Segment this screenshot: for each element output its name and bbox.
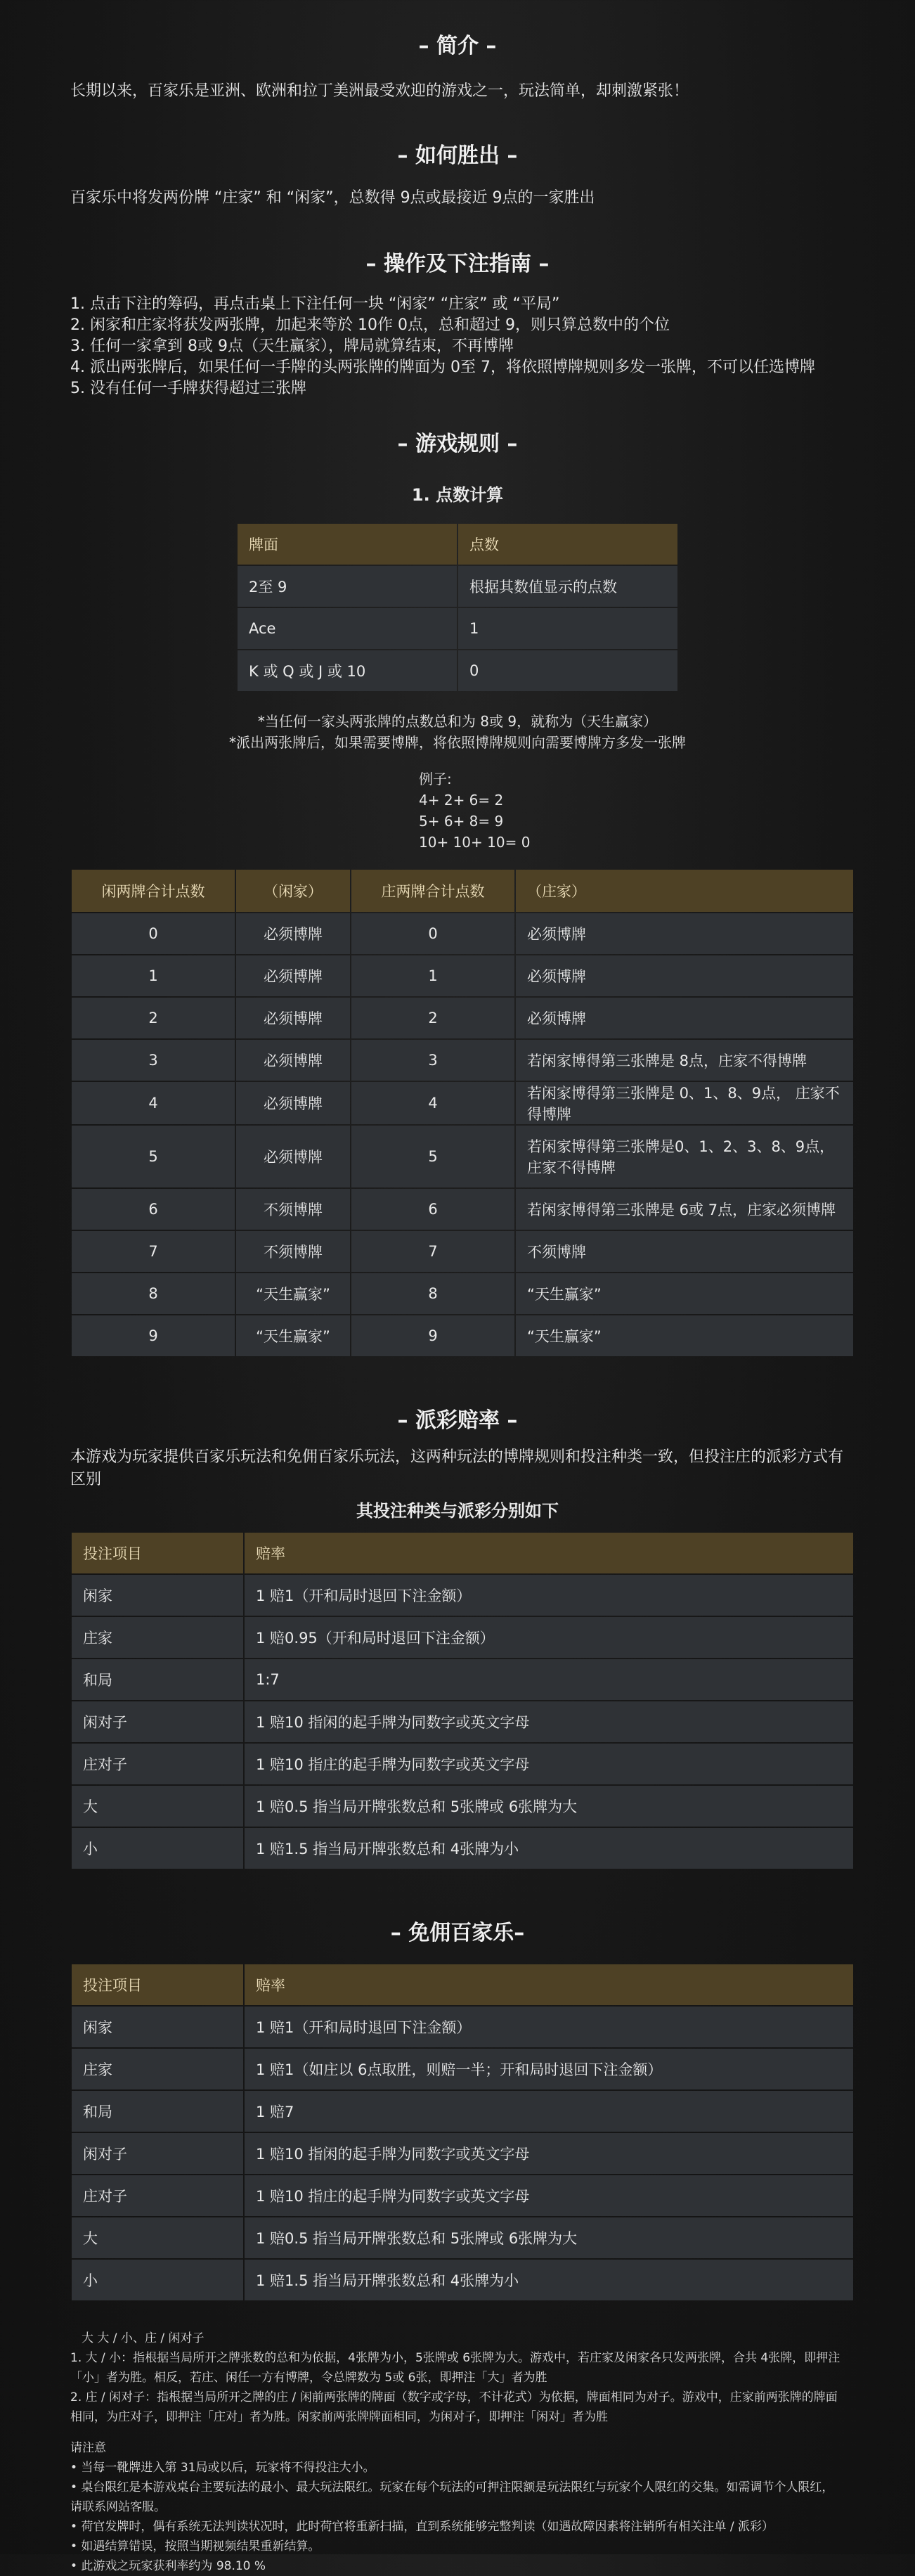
table-header: 赔率	[245, 1533, 853, 1573]
table-cell: Ace	[238, 608, 457, 649]
table-header: 投注项目	[72, 1533, 243, 1573]
payout-table	[70, 1531, 855, 1870]
table-row	[72, 955, 853, 996]
table-cell: “天生赢家”	[516, 1315, 853, 1356]
payout-section	[70, 1403, 845, 1870]
table-cell: 1 赔1.5 指当局开牌张数总和 4张牌为小	[245, 2260, 853, 2300]
table-cell: 0	[351, 913, 514, 954]
table-cell: 6	[351, 1189, 514, 1230]
table-cell: 6	[72, 1189, 235, 1230]
table-cell: 9	[72, 1315, 235, 1356]
table-row	[72, 913, 853, 954]
table-cell: 若闲家博得第三张牌是 6或 7点，庄家必须博牌	[516, 1189, 853, 1230]
points-table	[236, 522, 679, 693]
table-cell: 4	[72, 1082, 235, 1124]
payout-subtitle: 其投注种类与派彩分别如下	[356, 1501, 559, 1521]
table-header: 牌面	[238, 524, 457, 565]
table-cell: 闲对子	[72, 2133, 243, 2174]
nocomm-section	[70, 1915, 845, 2302]
table-row	[72, 1744, 853, 1784]
notice-item: • 当每一靴牌进入第 31局或以后，玩家将不得投注大小。	[70, 2461, 375, 2475]
table-row	[238, 566, 677, 607]
table-cell: 庄对子	[72, 2175, 243, 2216]
guide-title: – 操作及下注指南 –	[365, 252, 550, 276]
table-cell: 5	[72, 1126, 235, 1187]
table-row	[72, 998, 853, 1038]
intro-section	[70, 0, 845, 103]
table-header: （庄家）	[516, 870, 853, 912]
example-line: 10+ 10+ 10= 0	[419, 834, 531, 851]
table-cell: “天生赢家”	[516, 1273, 853, 1314]
footer-heading: 大 大 / 小、庄 / 闲对子	[82, 2331, 205, 2345]
table-cell: 庄家	[72, 2049, 243, 2089]
table-row	[238, 650, 677, 691]
rules-section	[70, 426, 845, 1358]
table-cell: 大	[72, 2217, 243, 2258]
table-cell: 1 赔10 指庄的起手牌为同数字或英文字母	[245, 1744, 853, 1784]
table-row	[72, 2175, 853, 2216]
table-row	[72, 2091, 853, 2132]
footer-line: 2. 庄 / 闲对子：指根据当局所开之牌的庄 / 闲前两张牌的牌面（数字或字母，不计花式）为依据，牌面相同为对子。游戏中，庄家前两张牌的牌面相同，为庄对子，即押注「庄对」者为胜。闲家前两张牌牌面相同，为闲对子，即押注「闲对」者为胜	[70, 2390, 838, 2424]
table-cell: 5	[351, 1126, 514, 1187]
table-cell: 1 赔0.95（开和局时退回下注金额）	[245, 1617, 853, 1658]
table-header: 闲两牌合计点数	[72, 870, 235, 912]
table-cell: 必须博牌	[236, 1040, 350, 1081]
table-cell: 必须博牌	[236, 913, 350, 954]
list-item: 3. 任何一家拿到 8或 9点（天生赢家），牌局就算结束，不再博牌	[70, 337, 514, 355]
table-cell: 必须博牌	[516, 913, 853, 954]
table-cell: 8	[72, 1273, 235, 1314]
table-cell: 1 赔1（如庄以 6点取胜，则赔一半；开和局时退回下注金额）	[245, 2049, 853, 2089]
table-cell: 1 赔10 指闲的起手牌为同数字或英文字母	[245, 1701, 853, 1742]
table-cell: 1	[351, 955, 514, 996]
footer-section	[70, 2329, 845, 2576]
rules-notes	[70, 711, 845, 753]
table-cell: 闲家	[72, 2007, 243, 2047]
table-row	[72, 2260, 853, 2300]
table-row	[72, 1828, 853, 1869]
table-row	[72, 1231, 853, 1272]
table-cell: 3	[351, 1040, 514, 1081]
example-title: 例子:	[419, 771, 452, 787]
table-cell: 1 赔0.5 指当局开牌张数总和 5张牌或 6张牌为大	[245, 2217, 853, 2258]
table-cell: 1 赔0.5 指当局开牌张数总和 5张牌或 6张牌为大	[245, 1786, 853, 1827]
table-cell: 庄对子	[72, 1744, 243, 1784]
table-cell: 1 赔1.5 指当局开牌张数总和 4张牌为小	[245, 1828, 853, 1869]
table-cell: 必须博牌	[236, 998, 350, 1038]
table-cell: 2	[72, 998, 235, 1038]
table-row	[72, 2217, 853, 2258]
table-cell: 闲家	[72, 1575, 243, 1616]
table-row	[72, 2007, 853, 2047]
example-line: 5+ 6+ 8= 9	[419, 813, 504, 830]
table-header: 庄两牌合计点数	[351, 870, 514, 912]
table-row	[238, 608, 677, 649]
table-row	[72, 1082, 853, 1124]
table-cell: 根据其数值显示的点数	[458, 566, 677, 607]
table-cell: 若闲家博得第三张牌是 8点，庄家不得博牌	[516, 1040, 853, 1081]
table-row	[72, 1617, 853, 1658]
list-item: 2. 闲家和庄家将获发两张牌，加起来等於 10作 0点，总和超过 9，则只算总数中的个位	[70, 316, 670, 334]
guide-section	[70, 246, 845, 399]
table-row	[72, 1040, 853, 1081]
example-line: 4+ 2+ 6= 2	[419, 792, 504, 809]
rules-subtitle: 1. 点数计算	[411, 485, 504, 505]
table-cell: 0	[72, 913, 235, 954]
table-cell: 1 赔1（开和局时退回下注金额）	[245, 1575, 853, 1616]
table-cell: 必须博牌	[236, 955, 350, 996]
win-section	[70, 138, 845, 210]
table-row	[72, 1701, 853, 1742]
table-cell: 0	[458, 650, 677, 691]
table-cell: 3	[72, 1040, 235, 1081]
table-cell: 闲对子	[72, 1701, 243, 1742]
list-item: 4. 派出两张牌后，如果任何一手牌的头两张牌的牌面为 0至 7，将依照博牌规则多发一张牌，不可以任选博牌	[70, 359, 815, 376]
table-row	[72, 1315, 853, 1356]
table-row	[72, 1189, 853, 1230]
list-item: 5. 没有任何一手牌获得超过三张牌	[70, 380, 306, 397]
table-cell: 和局	[72, 2091, 243, 2132]
table-cell: 不须博牌	[236, 1189, 350, 1230]
win-title: – 如何胜出 –	[397, 143, 518, 168]
table-row	[72, 1273, 853, 1314]
notice-item: • 桌台限红是本游戏桌台主要玩法的最小、最大玩法限红。玩家在每个玩法的可押注限额是玩法限红与玩家个人限红的交集。如需调节个人限红，请联系网站客服。	[70, 2480, 834, 2514]
table-cell: 7	[72, 1231, 235, 1272]
table-cell: 若闲家博得第三张牌是 0、1、8、9点， 庄家不得博牌	[516, 1082, 853, 1124]
rules-note: *当任何一家头两张牌的点数总和为 8或 9，就称为（天生赢家）	[257, 713, 658, 730]
payout-text: 本游戏为玩家提供百家乐玩法和免佣百家乐玩法，这两种玩法的博牌规则和投注种类一致，但投注庄的派彩方式有区别	[70, 1448, 844, 1488]
table-cell: 若闲家博得第三张牌是0、1、2、3、8、9点， 庄家不得博牌	[516, 1126, 853, 1187]
table-cell: 9	[351, 1315, 514, 1356]
guide-list	[70, 294, 845, 399]
table-header: 赔率	[245, 1964, 853, 2005]
table-cell: 1 赔10 指闲的起手牌为同数字或英文字母	[245, 2133, 853, 2174]
table-cell: 7	[351, 1231, 514, 1272]
table-cell: 必须博牌	[516, 998, 853, 1038]
table-cell: 2至 9	[238, 566, 457, 607]
nocomm-title: – 免佣百家乐–	[390, 1921, 525, 1945]
table-cell: 必须博牌	[516, 955, 853, 996]
table-cell: 1 赔7	[245, 2091, 853, 2132]
table-cell: K 或 Q 或 J 或 10	[238, 650, 457, 691]
list-item: 1. 点击下注的筹码，再点击桌上下注任何一块 “闲家” “庄家” 或 “平局”	[70, 295, 560, 313]
table-cell: 必须博牌	[236, 1126, 350, 1187]
table-row	[72, 1126, 853, 1187]
table-cell: 小	[72, 1828, 243, 1869]
table-cell: 1	[458, 608, 677, 649]
table-cell: 不须博牌	[236, 1231, 350, 1272]
rules-note: *派出两张牌后，如果需要博牌，将依照博牌规则向需要博牌方多发一张牌	[229, 734, 686, 751]
table-cell: 1:7	[245, 1659, 853, 1700]
table-cell: 庄家	[72, 1617, 243, 1658]
intro-title: – 简介 –	[418, 34, 497, 58]
table-cell: 大	[72, 1786, 243, 1827]
table-row	[72, 2049, 853, 2089]
nocomm-table	[70, 1963, 855, 2302]
table-row	[72, 1659, 853, 1700]
table-cell: 小	[72, 2260, 243, 2300]
table-row	[72, 2133, 853, 2174]
table-header: 点数	[458, 524, 677, 565]
table-header: 投注项目	[72, 1964, 243, 2005]
table-cell: “天生赢家”	[236, 1273, 350, 1314]
table-cell: 1	[72, 955, 235, 996]
table-cell: 4	[351, 1082, 514, 1124]
table-cell: 必须博牌	[236, 1082, 350, 1124]
rules-title: – 游戏规则 –	[397, 432, 518, 456]
table-row	[72, 1786, 853, 1827]
table-cell: 不须博牌	[516, 1231, 853, 1272]
notice-title: 请注意	[70, 2441, 106, 2455]
notice-item: • 此游戏之玩家获利率约为 98.10 %	[70, 2559, 266, 2573]
table-cell: 8	[351, 1273, 514, 1314]
table-cell: 2	[351, 998, 514, 1038]
notice-item: • 如遇结算错误，按照当期视频结果重新结算。	[70, 2539, 320, 2554]
table-header: （闲家）	[236, 870, 350, 912]
payout-title: – 派彩赔率 –	[397, 1408, 518, 1433]
table-cell: 和局	[72, 1659, 243, 1700]
table-cell: 1 赔10 指庄的起手牌为同数字或英文字母	[245, 2175, 853, 2216]
win-text: 百家乐中将发两份牌 “庄家” 和 “闲家”，总数得 9点或最接近 9点的一家胜出	[70, 189, 595, 207]
draw-table	[70, 868, 855, 1358]
table-row	[72, 1575, 853, 1616]
notice-item: • 荷官发牌时，偶有系统无法判读状况时，此时荷官将重新扫描，直到系统能够完整判读（如遇故障因素将注销所有相关注单 / 派彩）	[70, 2520, 774, 2534]
table-cell: 1 赔1（开和局时退回下注金额）	[245, 2007, 853, 2047]
footer-line: 1. 大 / 小：指根据当局所开之牌张数的总和为依据，4张牌为小，5张牌或 6张牌为大。游戏中，若庄家及闲家各只发两张牌，合共 4张牌，即押注「小」者为胜。相反，若庄、闲任一方有博牌，令总牌数为 5或 6张，即押注「大」者为胜	[70, 2351, 841, 2385]
table-cell: “天生赢家”	[236, 1315, 350, 1356]
intro-text: 长期以来，百家乐是亚洲、欧洲和拉丁美洲最受欢迎的游戏之一，玩法简单，却刺激紧张！	[70, 82, 689, 100]
examples	[356, 768, 559, 853]
